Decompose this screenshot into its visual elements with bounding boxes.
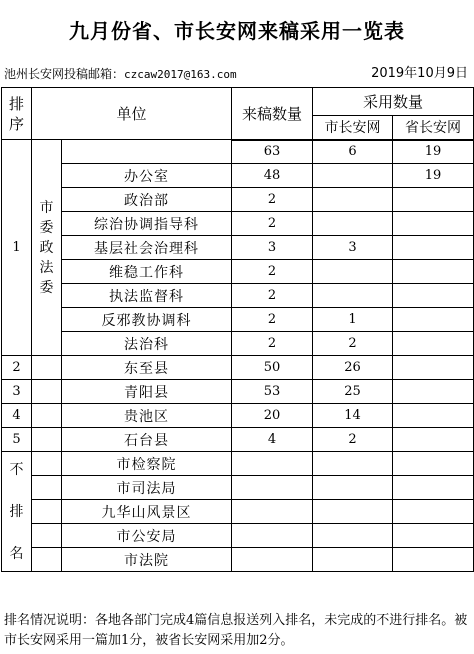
province-cell [393,332,474,356]
table-row [2,380,474,404]
table-row [2,236,474,260]
submitted-cell: 2 [232,260,313,284]
table-row [2,140,474,164]
org-cell-empty [32,452,62,476]
table-row [2,212,474,236]
table-row [2,284,474,308]
submitted-cell: 53 [232,380,313,404]
unit-cell: 基层社会治理科 [62,236,232,260]
org-cell-empty [32,524,62,548]
table-row [2,524,474,548]
unit-cell: 维稳工作科 [62,260,232,284]
city-cell: 6 [313,140,393,164]
unranked-label: 不 排 名 [2,452,32,572]
province-cell [393,524,474,548]
header-row-1 [2,88,474,116]
unit-cell: 政治部 [62,188,232,212]
header-unit: 单位 [32,88,232,140]
unit-cell: 九华山风景区 [62,500,232,524]
province-cell [393,260,474,284]
rank-cell: 2 [2,356,32,380]
submitted-cell: 48 [232,164,313,188]
city-cell [313,188,393,212]
submitted-cell: 3 [232,236,313,260]
table-row [2,428,474,452]
submitted-cell: 2 [232,188,313,212]
submitted-cell: 2 [232,332,313,356]
city-cell [313,500,393,524]
city-cell [313,476,393,500]
table-row [2,308,474,332]
city-cell [313,284,393,308]
submitted-cell: 63 [232,140,313,164]
city-cell [313,260,393,284]
ranking-note: 排名情况说明：各地各部门完成4篇信息报送列入排名，未完成的不进行排名。被市长安网采用一篇加1分，被省长安网采用加2分。 [4,613,468,648]
province-cell [393,428,474,452]
province-cell [393,452,474,476]
org-cell-empty [32,404,62,428]
table-row [2,260,474,284]
rank-cell: 1 [2,140,32,356]
unit-cell [62,140,232,164]
city-cell [313,548,393,572]
unit-cell: 市检察院 [62,452,232,476]
province-cell [393,500,474,524]
submitted-cell: 20 [232,404,313,428]
province-cell [393,308,474,332]
city-cell: 2 [313,428,393,452]
city-cell [313,212,393,236]
unit-cell: 贵池区 [62,404,232,428]
unit-cell: 反邪教协调科 [62,308,232,332]
email-label: 池州长安网投稿邮箱： [4,67,125,81]
table-row [2,404,474,428]
city-cell [313,452,393,476]
submitted-cell [232,476,313,500]
submitted-cell: 50 [232,356,313,380]
table-row [2,332,474,356]
table-row [2,476,474,500]
city-cell [313,524,393,548]
province-cell [393,188,474,212]
rank-cell: 3 [2,380,32,404]
unit-cell: 石台县 [62,428,232,452]
table-row [2,452,474,476]
rank-cell: 5 [2,428,32,452]
table-row [2,356,474,380]
city-cell: 26 [313,356,393,380]
submitted-cell: 2 [232,212,313,236]
table-row [2,500,474,524]
header-rank: 排 序 [2,88,32,140]
unit-cell: 青阳县 [62,380,232,404]
province-cell [393,236,474,260]
unit-cell: 综治协调指导科 [62,212,232,236]
page-title: 九月份省、市长安网来稿采用一览表 [69,19,405,43]
unit-cell: 执法监督科 [62,284,232,308]
province-cell [393,404,474,428]
city-cell: 25 [313,380,393,404]
unit-cell: 市司法局 [62,476,232,500]
rank-cell: 4 [2,404,32,428]
province-cell [393,476,474,500]
submitted-cell [232,500,313,524]
header-submitted: 来稿数量 [232,88,313,140]
city-cell [313,164,393,188]
header-city-site: 市长安网 [313,116,393,140]
org-cell-empty [32,500,62,524]
city-cell: 14 [313,404,393,428]
unit-cell: 办公室 [62,164,232,188]
province-cell: 19 [393,140,474,164]
org-cell-empty [32,380,62,404]
unit-cell: 市公安局 [62,524,232,548]
org-cell-empty [32,428,62,452]
org-label: 市 委 政 法 委 [32,140,62,356]
province-cell: 19 [393,164,474,188]
email-address: czcaw2017@163.com [124,68,237,81]
adoption-table [1,87,474,572]
city-cell: 1 [313,308,393,332]
table-row [2,164,474,188]
submitted-cell: 4 [232,428,313,452]
province-cell [393,548,474,572]
unit-cell: 东至县 [62,356,232,380]
submitted-cell [232,452,313,476]
unit-cell: 法治科 [62,332,232,356]
unit-cell: 市法院 [62,548,232,572]
city-cell: 3 [313,236,393,260]
header-adopted: 采用数量 [313,88,474,116]
province-cell [393,284,474,308]
submitted-cell [232,548,313,572]
header-province-site: 省长安网 [393,116,474,140]
submitted-cell: 2 [232,308,313,332]
org-cell-empty [32,476,62,500]
province-cell [393,356,474,380]
org-cell-empty [32,548,62,572]
submitted-cell [232,524,313,548]
submission-email-line [4,64,237,84]
org-cell-empty [32,356,62,380]
report-date: 2019年10月9日 [371,66,468,81]
city-cell: 2 [313,332,393,356]
province-cell [393,380,474,404]
province-cell [393,212,474,236]
table-row [2,188,474,212]
table-row [2,548,474,572]
submitted-cell: 2 [232,284,313,308]
